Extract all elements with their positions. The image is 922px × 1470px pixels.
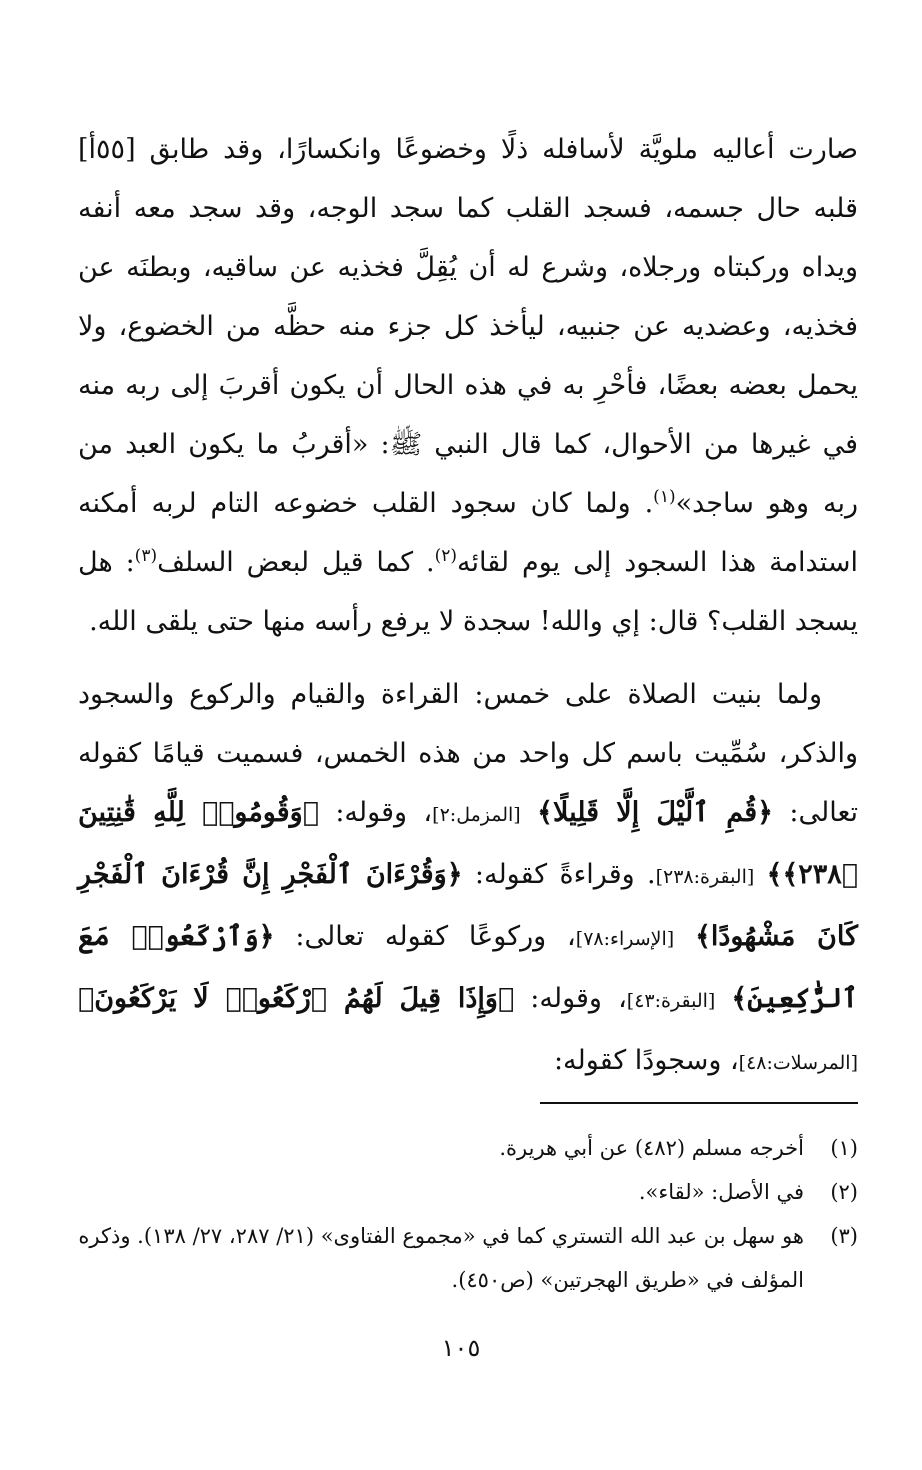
footnote-text: أخرجه مسلم (٤٨٢) عن أبي هريرة. (499, 1136, 804, 1160)
paragraph1-text-4: : هل يسجد القلب؟ قال: إي والله! سجدة لا يرفع رأسه منها حتى يلقى الله. (78, 547, 858, 637)
paragraph-sujud-of-heart (78, 120, 858, 651)
paragraph2-text-1: ولما بنيت الصلاة على خمس: القراءة والقيام والركوع والسجود والذكر، سُمِّيت باسم كل واحد من هذه الخمس، فسميت قيامًا كقوله تعالى: (78, 679, 858, 828)
quran-verse-isra: ﴿وَقُرْءَانَ ٱلْفَجْرِ إِنَّ قُرْءَانَ ٱلْفَجْرِ كَانَ مَشْهُودًا﴾ (78, 859, 858, 952)
footnote-3 (78, 1214, 858, 1302)
paragraph2-text-6: ، وسجودًا كقوله: (553, 1045, 739, 1076)
footnotes (78, 1126, 858, 1302)
footnote-2 (78, 1170, 858, 1214)
footnote-marker-2: (٢) (434, 546, 458, 566)
paragraph2-text-2: ، وقوله: (318, 797, 433, 828)
quran-verse-baqarah-238: ﴿وَقُومُوا۟ لِلَّهِ قَٰنِتِينَ ﴿٢٣٨﴾﴾ (78, 797, 858, 890)
footnote-number: (٣) (830, 1224, 858, 1248)
main-text (78, 120, 858, 1093)
quran-verse-muzzammil: ﴿قُمِ ٱلَّيْلَ إِلَّا قَلِيلًا﴾ (537, 797, 773, 828)
verse-reference-baqarah-43: [البقرة:٤٣] (626, 990, 716, 1012)
paragraph2-text-3: . وقراءةً كقوله: (462, 859, 656, 890)
quran-verse-baqarah-43: ﴿وَٱرْكَعُوا۟ مَعَ ٱلرَّٰكِعِينَ﴾ (78, 921, 858, 1014)
paragraph-prayer-names (78, 665, 858, 1093)
quran-verse-mursalat: ﴿وَإِذَا قِيلَ لَهُمُ ٱرْكَعُوا۟ لَا يَرْكَعُونَ﴾ (78, 983, 515, 1014)
verse-reference-isra: [الإسراء:٧٨] (575, 928, 675, 950)
footnote-text: هو سهل بن عبد الله التستري كما في «مجموع الفتاوى» (٢١/ ٢٨٧، ٢٧/ ١٣٨). وذكره المؤلف في «طريق الهجرتين» (ص٤٥٠). (78, 1224, 804, 1292)
paragraph1-text-3: . كما قيل لبعض السلف (157, 547, 435, 578)
footnote-marker-1: (١) (653, 487, 676, 507)
footnote-separator (540, 1102, 858, 1104)
footnote-number: (١) (830, 1136, 858, 1160)
paragraph2-text-5: ، وقوله: (514, 983, 627, 1014)
footnote-marker-3: (٣) (134, 546, 158, 566)
verse-reference-muzzammil: [المزمل:٢] (432, 804, 521, 826)
page-number: ١٠٥ (441, 1334, 481, 1362)
footnote-1 (78, 1126, 858, 1170)
verse-reference-baqarah-238: [البقرة:٢٣٨] (655, 866, 755, 888)
paragraph1-text-2: . ولما كان سجود القلب خضوعه التام لربه أمكنه استدامة هذا السجود إلى يوم لقائه (78, 488, 858, 578)
verse-reference-mursalat: [المرسلات:٤٨] (738, 1052, 858, 1074)
paragraph1-text-1: صارت أعاليه ملويَّة لأسافله ذلًا وخضوعًا وانكسارًا، وقد طابق [٥٥أ] قلبه حال جسمه، فسجد القلب كما سجد الوجه، وقد سجد معه أنفه ويداه وركبتاه ورجلاه، وشرع له أن يُقِلَّ فخذيه عن ساقيه، وبطنَه عن فخذيه، وعضديه عن جنبيه، ليأخذ كل جزء منه حظَّه من الخضوع، ولا يحمل بعضه بعضًا، فأحْرِ به في هذه الحال أن يكون أقربَ إلى ربه منه في غيرها من الأحوال، كما قال النبي ﷺ: «أقربُ ما يكون العبد من ربه وهو ساجد» (78, 134, 858, 519)
footnote-number: (٢) (830, 1180, 858, 1204)
footnote-text: في الأصل: «لقاء». (638, 1180, 804, 1204)
paragraph2-text-4: ، وركوعًا كقوله تعالى: (274, 921, 576, 952)
